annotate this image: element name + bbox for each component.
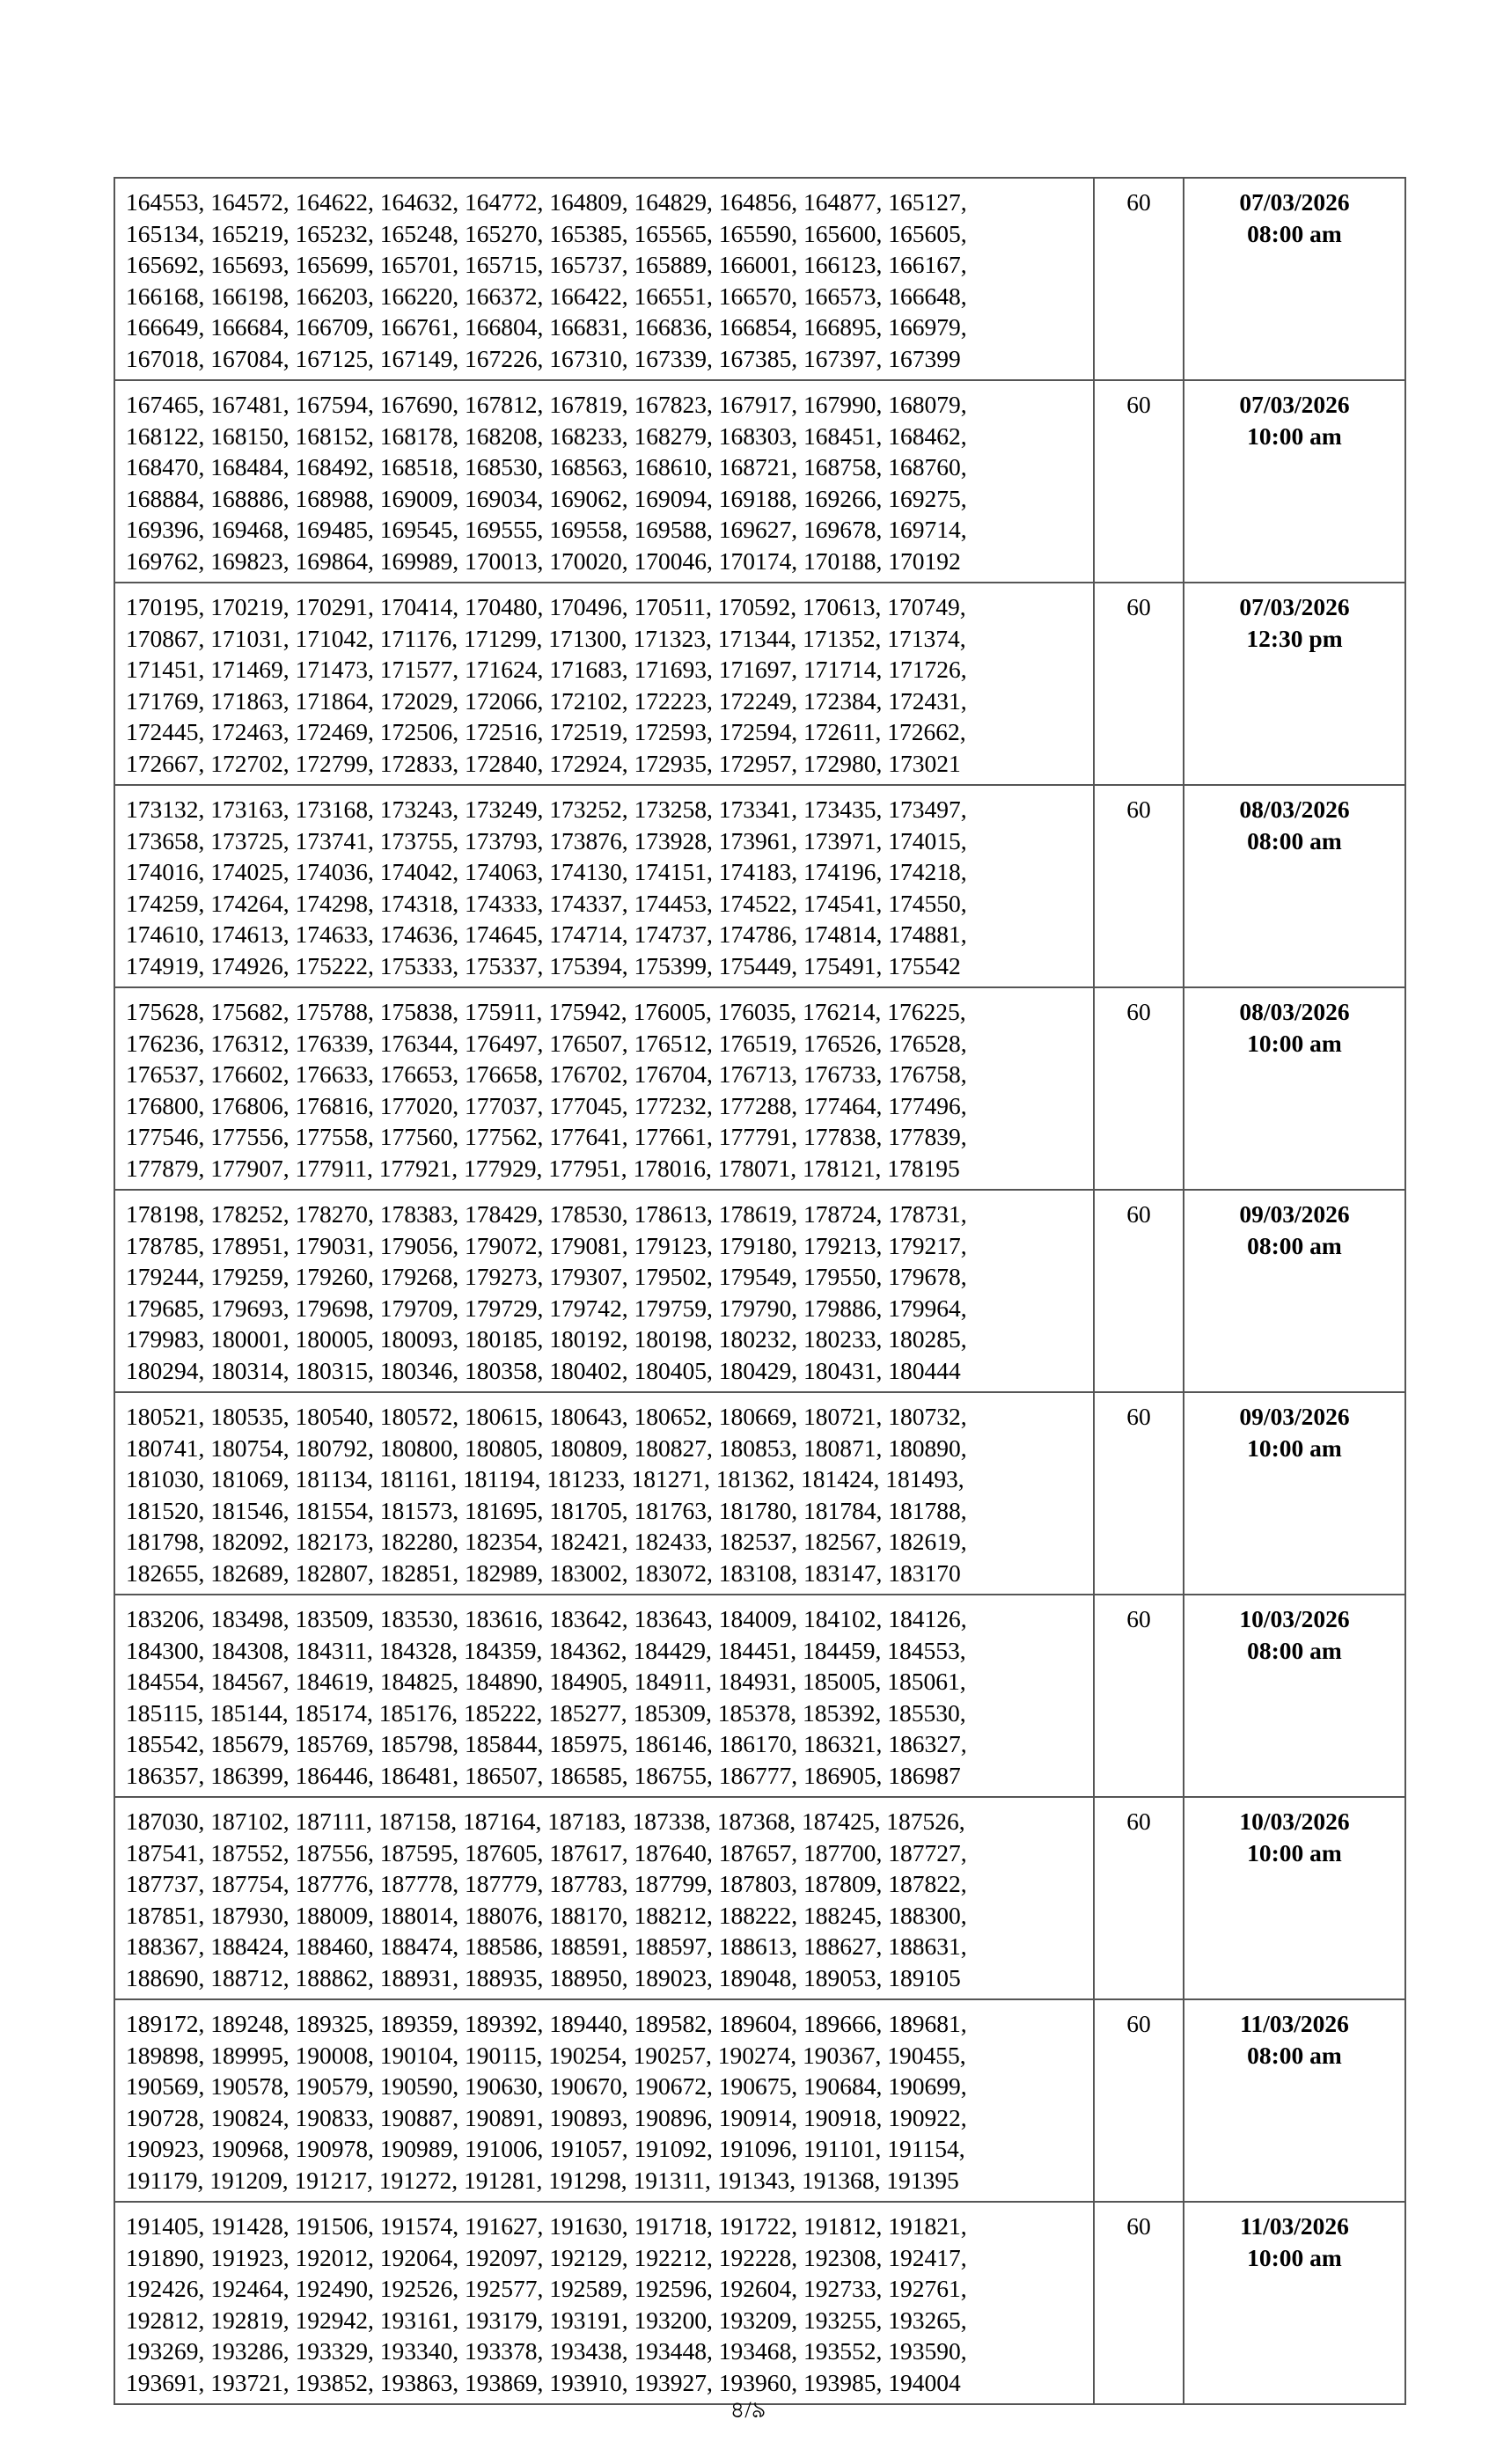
roll-numbers-line: 179685, 179693, 179698, 179709, 179729, 179742, 179759, 179790, 179886, 179964, [126,1294,967,1322]
exam-datetime [1184,381,1404,451]
exam-datetime [1184,1798,1404,1868]
candidate-count-cell [1094,1797,1184,1999]
page-number: ৪/৯ [730,2397,766,2423]
roll-numbers-line: 188690, 188712, 188862, 188931, 188935, 188950, 189023, 189048, 189053, 189105 [126,1963,961,1991]
roll-numbers-line: 178785, 178951, 179031, 179056, 179072, 179081, 179123, 179180, 179213, 179217, [126,1231,967,1259]
exam-time: 08:00 am [1247,219,1342,247]
exam-time: 10:00 am [1247,1029,1342,1057]
roll-numbers-line: 191405, 191428, 191506, 191574, 191627, 191630, 191718, 191722, 191812, 191821, [126,2212,967,2240]
roll-numbers-cell [114,583,1094,785]
exam-datetime-cell [1184,380,1405,583]
roll-numbers-line: 179983, 180001, 180005, 180093, 180185, 180192, 180198, 180232, 180233, 180285, [126,1325,967,1353]
roll-numbers-line: 176800, 176806, 176816, 177020, 177037, 177045, 177232, 177288, 177464, 177496, [126,1091,967,1119]
roll-numbers-line: 177546, 177556, 177558, 177560, 177562, 177641, 177661, 177791, 177838, 177839, [126,1123,967,1150]
exam-date: 09/03/2026 [1239,1403,1350,1430]
table-row [114,785,1405,987]
roll-numbers-cell [114,987,1094,1190]
exam-date: 11/03/2026 [1240,2010,1349,2037]
table-row [114,2202,1405,2404]
table-row [114,1190,1405,1392]
roll-numbers-line: 170867, 171031, 171042, 171176, 171299, 171300, 171323, 171344, 171352, 171374, [126,624,966,652]
table-row [114,1595,1405,1797]
exam-datetime [1184,786,1404,856]
exam-time: 08:00 am [1247,1636,1342,1664]
roll-numbers-line: 181798, 182092, 182173, 182280, 182354, 182421, 182433, 182537, 182567, 182619, [126,1528,967,1555]
roll-numbers-line: 179244, 179259, 179260, 179268, 179273, 179307, 179502, 179549, 179550, 179678, [126,1263,967,1290]
table-row [114,1999,1405,2202]
roll-numbers-line: 180741, 180754, 180792, 180800, 180805, 180809, 180827, 180853, 180871, 180890, [126,1434,967,1462]
roll-numbers-line: 193269, 193286, 193329, 193340, 193378, 193438, 193448, 193468, 193552, 193590, [126,2337,967,2365]
candidate-count: 60 [1126,998,1151,1025]
roll-numbers-line: 168884, 168886, 168988, 169009, 169034, 169062, 169094, 169188, 169266, 169275, [126,484,967,512]
exam-time: 10:00 am [1247,1838,1342,1866]
roll-numbers-line: 176236, 176312, 176339, 176344, 176497, 176507, 176512, 176519, 176526, 176528, [126,1029,967,1057]
roll-numbers-line: 168122, 168150, 168152, 168178, 168208, 168233, 168279, 168303, 168451, 168462, [126,422,967,450]
roll-numbers-cell [114,1190,1094,1392]
roll-numbers-line: 170195, 170219, 170291, 170414, 170480, 170496, 170511, 170592, 170613, 170749, [126,593,966,620]
roll-numbers-line: 180294, 180314, 180315, 180346, 180358, 180402, 180405, 180429, 180431, 180444 [126,1356,961,1384]
roll-numbers-list [115,2000,1093,2201]
candidate-count-cell [1094,583,1184,785]
roll-numbers-line: 184554, 184567, 184619, 184825, 184890, 184905, 184911, 184931, 185005, 185061, [126,1668,966,1695]
exam-date: 08/03/2026 [1239,796,1350,823]
roll-numbers-line: 167465, 167481, 167594, 167690, 167812, 167819, 167823, 167917, 167990, 168079, [126,391,967,418]
candidate-count: 60 [1126,1200,1151,1228]
exam-datetime [1184,1393,1404,1463]
candidate-count: 60 [1126,593,1151,620]
roll-numbers-line: 166168, 166198, 166203, 166220, 166372, 166422, 166551, 166570, 166573, 166648, [126,282,967,310]
roll-numbers-line: 168470, 168484, 168492, 168518, 168530, 168563, 168610, 168721, 168758, 168760, [126,453,967,480]
roll-numbers-line: 191179, 191209, 191217, 191272, 191281, 191298, 191311, 191343, 191368, 191395 [126,2166,959,2194]
roll-numbers-cell [114,1595,1094,1797]
exam-date: 10/03/2026 [1239,1808,1350,1835]
candidate-count-cell [1094,1190,1184,1392]
candidate-count: 60 [1126,1403,1151,1430]
roll-numbers-line: 187737, 187754, 187776, 187778, 187779, 187783, 187799, 187803, 187809, 187822, [126,1870,967,1897]
roll-numbers-line: 169396, 169468, 169485, 169545, 169555, 169558, 169588, 169627, 169678, 169714, [126,516,967,543]
roll-numbers-line: 173658, 173725, 173741, 173755, 173793, 173876, 173928, 173961, 173971, 174015, [126,826,967,854]
roll-numbers-line: 166649, 166684, 166709, 166761, 166804, 166831, 166836, 166854, 166895, 166979, [126,313,967,341]
candidate-count: 60 [1126,796,1151,823]
exam-datetime [1184,179,1404,249]
exam-time: 10:00 am [1247,2243,1342,2271]
candidate-count-cell [1094,2202,1184,2404]
roll-numbers-line: 171451, 171469, 171473, 171577, 171624, 171683, 171693, 171697, 171714, 171726, [126,656,967,683]
exam-time: 12:30 pm [1246,624,1343,652]
roll-numbers-list [115,1191,1093,1391]
roll-numbers-cell [114,380,1094,583]
roll-numbers-line: 177879, 177907, 177911, 177921, 177929, 177951, 178016, 178071, 178121, 178195 [126,1154,960,1182]
candidate-count: 60 [1126,2212,1151,2240]
candidate-count: 60 [1126,391,1151,418]
roll-numbers-list [115,1798,1093,1998]
roll-numbers-line: 183206, 183498, 183509, 183530, 183616, 183642, 183643, 184009, 184102, 184126, [126,1605,967,1632]
exam-time: 10:00 am [1247,422,1342,450]
roll-numbers-cell [114,2202,1094,2404]
exam-time: 08:00 am [1247,1231,1342,1259]
roll-numbers-list [115,381,1093,582]
exam-datetime-cell [1184,178,1405,380]
roll-numbers-list [115,179,1093,379]
roll-numbers-line: 181030, 181069, 181134, 181161, 181194, 181233, 181271, 181362, 181424, 181493, [126,1465,964,1492]
roll-numbers-cell [114,1797,1094,1999]
exam-schedule-table [114,177,1406,2405]
roll-numbers-line: 193691, 193721, 193852, 193863, 193869, 193910, 193927, 193960, 193985, 194004 [126,2368,961,2396]
roll-numbers-cell [114,178,1094,380]
candidate-count-cell [1094,178,1184,380]
roll-numbers-line: 175628, 175682, 175788, 175838, 175911, 175942, 176005, 176035, 176214, 176225, [126,998,966,1025]
roll-numbers-list [115,1393,1093,1594]
exam-time: 10:00 am [1247,1434,1342,1462]
roll-numbers-line: 184300, 184308, 184311, 184328, 184359, 184362, 184429, 184451, 184459, 184553, [126,1636,966,1664]
exam-datetime-cell [1184,987,1405,1190]
exam-date: 10/03/2026 [1239,1605,1350,1632]
roll-numbers-line: 172445, 172463, 172469, 172506, 172516, 172519, 172593, 172594, 172611, 172662, [126,718,966,745]
candidate-count-cell [1094,785,1184,987]
roll-numbers-line: 181520, 181546, 181554, 181573, 181695, 181705, 181763, 181780, 181784, 181788, [126,1496,967,1524]
roll-numbers-line: 172667, 172702, 172799, 172833, 172840, 172924, 172935, 172957, 172980, 173021 [126,749,961,777]
roll-numbers-line: 185115, 185144, 185174, 185176, 185222, 185277, 185309, 185378, 185392, 185530, [126,1698,966,1727]
roll-numbers-line: 182655, 182689, 182807, 182851, 182989, 183002, 183072, 183108, 183147, 183170 [126,1558,961,1587]
roll-numbers-line: 167018, 167084, 167125, 167149, 167226, 167310, 167339, 167385, 167397, 167399 [126,344,961,372]
roll-numbers-line: 176537, 176602, 176633, 176653, 176658, 176702, 176704, 176713, 176733, 176758, [126,1060,967,1088]
roll-numbers-line: 187541, 187552, 187556, 187595, 187605, 187617, 187640, 187657, 187700, 187727, [126,1838,967,1866]
roll-numbers-line: 187030, 187102, 187111, 187158, 187164, 187183, 187338, 187368, 187425, 187526, [126,1808,965,1835]
table-row [114,987,1405,1190]
candidate-count-cell [1094,987,1184,1190]
roll-numbers-list [115,2203,1093,2403]
exam-datetime-cell [1184,1392,1405,1595]
roll-numbers-line: 187851, 187930, 188009, 188014, 188076, 188170, 188212, 188222, 188245, 188300, [126,1901,967,1929]
candidate-count-cell [1094,1999,1184,2202]
exam-date: 11/03/2026 [1240,2212,1349,2240]
table-row [114,380,1405,583]
table-row [114,178,1405,380]
exam-datetime [1184,1191,1404,1261]
roll-numbers-list [115,786,1093,986]
exam-datetime-cell [1184,2202,1405,2404]
table-row [114,1392,1405,1595]
roll-numbers-line: 169762, 169823, 169864, 169989, 170013, 170020, 170046, 170174, 170188, 170192 [126,546,961,575]
exam-time: 08:00 am [1247,826,1342,854]
table-row [114,583,1405,785]
exam-date: 07/03/2026 [1239,391,1350,418]
roll-numbers-line: 190728, 190824, 190833, 190887, 190891, 190893, 190896, 190914, 190918, 190922, [126,2103,967,2131]
roll-numbers-line: 190923, 190968, 190978, 190989, 191006, 191057, 191092, 191096, 191101, 191154, [126,2135,965,2162]
exam-time: 08:00 am [1247,2041,1342,2069]
roll-numbers-cell [114,1999,1094,2202]
exam-datetime [1184,1595,1404,1666]
candidate-count-cell [1094,1392,1184,1595]
candidate-count: 60 [1126,1808,1151,1835]
roll-numbers-line: 165134, 165219, 165232, 165248, 165270, 165385, 165565, 165590, 165600, 165605, [126,219,967,247]
candidate-count: 60 [1126,188,1151,216]
exam-datetime-cell [1184,1595,1405,1797]
exam-datetime-cell [1184,785,1405,987]
roll-numbers-list [115,1595,1093,1796]
roll-numbers-line: 190569, 190578, 190579, 190590, 190630, 190670, 190672, 190675, 190684, 190699, [126,2072,967,2100]
roll-numbers-list [115,988,1093,1189]
roll-numbers-line: 185542, 185679, 185769, 185798, 185844, 185975, 186146, 186170, 186321, 186327, [126,1730,967,1757]
roll-numbers-line: 180521, 180535, 180540, 180572, 180615, 180643, 180652, 180669, 180721, 180732, [126,1403,967,1430]
roll-numbers-line: 171769, 171863, 171864, 172029, 172066, 172102, 172223, 172249, 172384, 172431, [126,686,967,715]
roll-numbers-cell [114,1392,1094,1595]
roll-numbers-line: 165692, 165693, 165699, 165701, 165715, 165737, 165889, 166001, 166123, 166167, [126,251,967,278]
candidate-count-cell [1094,1595,1184,1797]
candidate-count: 60 [1126,1605,1151,1632]
exam-datetime [1184,583,1404,654]
roll-numbers-line: 191890, 191923, 192012, 192064, 192097, 192129, 192212, 192228, 192308, 192417, [126,2243,967,2271]
exam-date: 07/03/2026 [1239,188,1350,216]
roll-numbers-line: 188367, 188424, 188460, 188474, 188586, 188591, 188597, 188613, 188627, 188631, [126,1932,967,1960]
exam-datetime-cell [1184,583,1405,785]
roll-numbers-line: 173132, 173163, 173168, 173243, 173249, 173252, 173258, 173341, 173435, 173497, [126,796,967,823]
exam-datetime-cell [1184,1190,1405,1392]
candidate-count-cell [1094,380,1184,583]
table-row [114,1797,1405,1999]
roll-numbers-line: 164553, 164572, 164622, 164632, 164772, 164809, 164829, 164856, 164877, 165127, [126,188,967,216]
exam-date: 09/03/2026 [1239,1200,1350,1228]
exam-datetime [1184,2000,1404,2071]
roll-numbers-line: 174610, 174613, 174633, 174636, 174645, 174714, 174737, 174786, 174814, 174881, [126,920,967,948]
roll-numbers-line: 189172, 189248, 189325, 189359, 189392, 189440, 189582, 189604, 189666, 189681, [126,2010,967,2037]
roll-numbers-line: 192426, 192464, 192490, 192526, 192577, 192589, 192596, 192604, 192733, 192761, [126,2275,967,2302]
roll-numbers-list [115,583,1093,784]
exam-date: 07/03/2026 [1239,593,1350,620]
exam-datetime-cell [1184,1797,1405,1999]
roll-numbers-cell [114,785,1094,987]
exam-datetime-cell [1184,1999,1405,2202]
roll-numbers-line: 174259, 174264, 174298, 174318, 174333, 174337, 174453, 174522, 174541, 174550, [126,889,967,917]
table-body [114,178,1405,2404]
candidate-count: 60 [1126,2010,1151,2037]
exam-datetime [1184,988,1404,1059]
roll-numbers-line: 174016, 174025, 174036, 174042, 174063, 174130, 174151, 174183, 174196, 174218, [126,858,967,885]
roll-numbers-line: 189898, 189995, 190008, 190104, 190115, 190254, 190257, 190274, 190367, 190455, [126,2041,966,2069]
roll-numbers-line: 174919, 174926, 175222, 175333, 175337, 175394, 175399, 175449, 175491, 175542 [126,951,961,979]
exam-date: 08/03/2026 [1239,998,1350,1025]
roll-numbers-line: 186357, 186399, 186446, 186481, 186507, 186585, 186755, 186777, 186905, 186987 [126,1761,961,1789]
roll-numbers-line: 178198, 178252, 178270, 178383, 178429, 178530, 178613, 178619, 178724, 178731, [126,1200,967,1228]
exam-datetime [1184,2203,1404,2273]
roll-numbers-line: 192812, 192819, 192942, 193161, 193179, 193191, 193200, 193209, 193255, 193265, [126,2306,967,2334]
